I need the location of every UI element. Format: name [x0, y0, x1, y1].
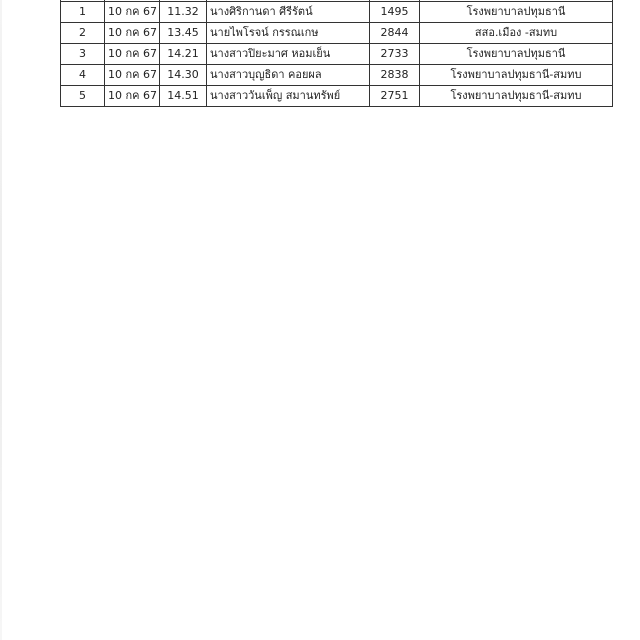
- row-number: 4: [61, 65, 105, 86]
- row-time: 11.32: [160, 2, 207, 23]
- row-name: นายไพโรจน์ กรรณเกษ: [207, 23, 370, 44]
- records-table: [60, 0, 613, 107]
- row-time: 13.45: [160, 23, 207, 44]
- row-number: 3: [61, 44, 105, 65]
- row-code: 2733: [370, 44, 420, 65]
- row-time: 14.51: [160, 86, 207, 107]
- row-number: 5: [61, 86, 105, 107]
- row-date: 10 กค 67: [105, 23, 160, 44]
- row-place: สสอ.เมือง -สมทบ: [420, 23, 613, 44]
- scan-edge-shadow: [0, 0, 2, 640]
- row-place: โรงพยาบาลปทุมธานี-สมทบ: [420, 65, 613, 86]
- row-date: 10 กค 67: [105, 44, 160, 65]
- row-name: นางสาวบุญธิดา คอยผล: [207, 65, 370, 86]
- row-date: 10 กค 67: [105, 86, 160, 107]
- row-time: 14.21: [160, 44, 207, 65]
- row-name: นางศิริกานดา ศีรีรัตน์: [207, 2, 370, 23]
- row-code: 2838: [370, 65, 420, 86]
- row-name: นางสาวปิยะมาศ หอมเย็น: [207, 44, 370, 65]
- row-place: โรงพยาบาลปทุมธานี: [420, 2, 613, 23]
- table-row: [61, 44, 613, 65]
- table-row: [61, 65, 613, 86]
- row-date: 10 กค 67: [105, 65, 160, 86]
- row-code: 2751: [370, 86, 420, 107]
- row-name: นางสาววันเพ็ญ สมานทรัพย์: [207, 86, 370, 107]
- table-row: [61, 2, 613, 23]
- table-row: [61, 23, 613, 44]
- row-number: 2: [61, 23, 105, 44]
- row-code: 1495: [370, 2, 420, 23]
- row-place: โรงพยาบาลปทุมธานี: [420, 44, 613, 65]
- table-row: [61, 86, 613, 107]
- row-date: 10 กค 67: [105, 2, 160, 23]
- row-time: 14.30: [160, 65, 207, 86]
- row-code: 2844: [370, 23, 420, 44]
- row-place: โรงพยาบาลปทุมธานี-สมทบ: [420, 86, 613, 107]
- row-number: 1: [61, 2, 105, 23]
